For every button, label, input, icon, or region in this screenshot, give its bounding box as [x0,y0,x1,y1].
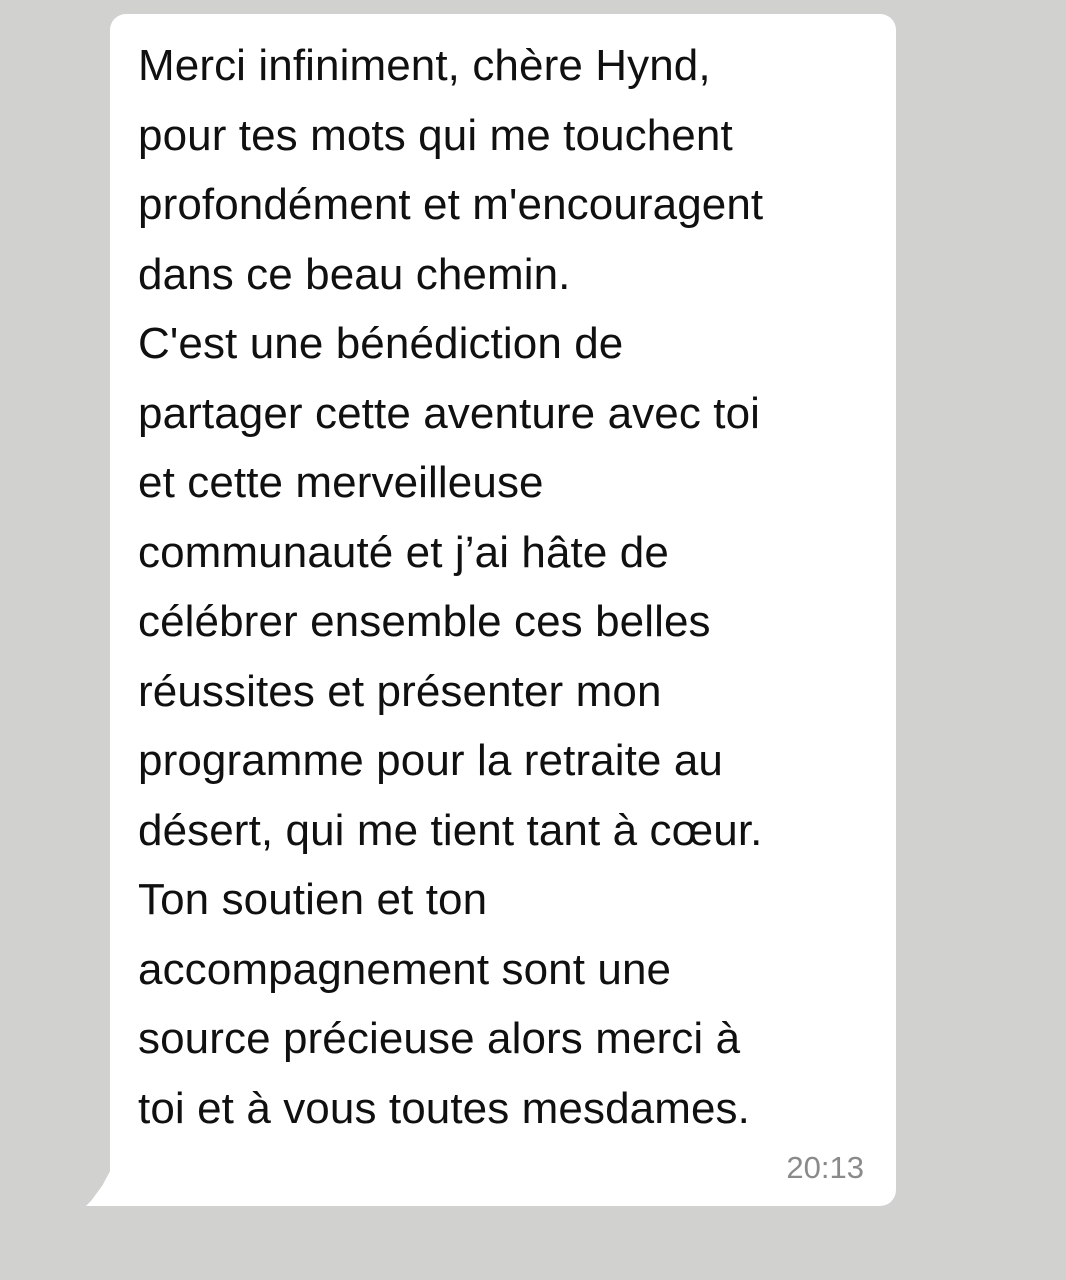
message-line: profondément et m'encouragent [138,180,764,229]
message-line: programme pour la retraite au [138,736,723,785]
message-text [138,31,878,1143]
message-line: communauté et j’ai hâte de [138,527,669,577]
message-line: réussites et présenter mon [138,666,662,716]
message-line: source précieuse alors merci à [138,1014,741,1063]
message-line: Merci infiniment, chère Hynd, [138,41,711,90]
message-line: Ton soutien et ton [138,875,488,924]
message-line: C'est une bénédiction de [138,319,624,368]
message-line: accompagnement sont une [138,944,672,994]
message-timestamp: 20:13 [786,1150,864,1185]
message-line: et cette merveilleuse [138,458,544,507]
message-line: désert, qui me tient tant à cœur. [138,805,763,855]
message-bubble[interactable] [110,14,896,1206]
message-line: toi et à vous toutes mesdames. [138,1083,750,1133]
message-line: partager cette aventure avec toi [138,388,761,438]
message-line: dans ce beau chemin. [138,249,571,299]
message-line: pour tes mots qui me touchent [138,110,733,160]
message-line: célébrer ensemble ces belles [138,597,711,646]
